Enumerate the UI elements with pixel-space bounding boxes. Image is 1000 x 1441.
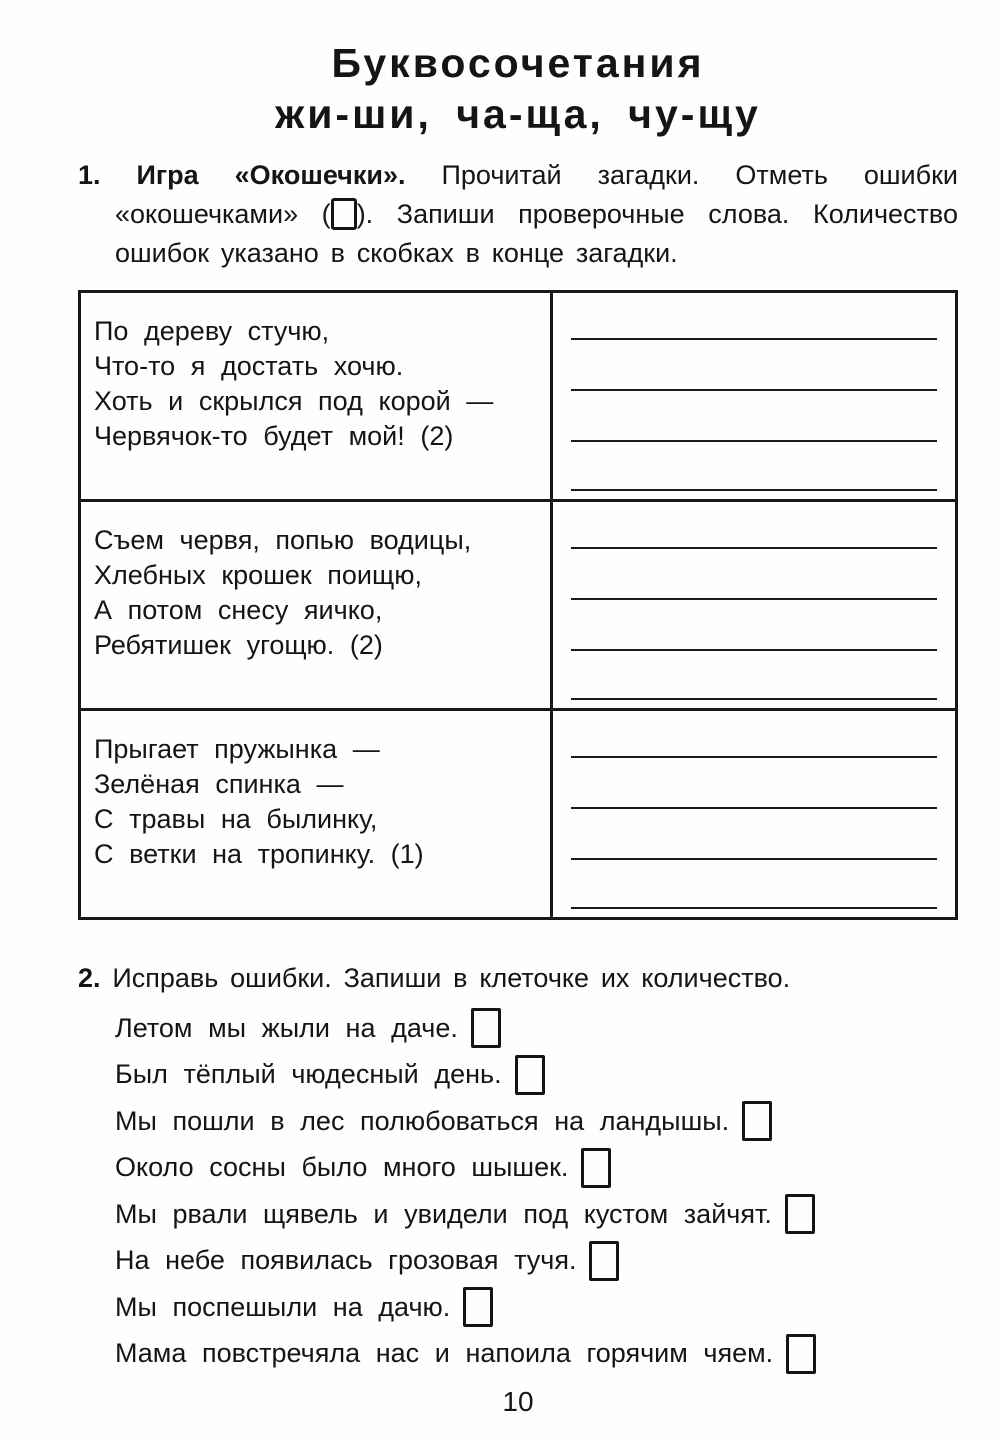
sentence-row bbox=[115, 1005, 958, 1052]
riddle-line: По дереву стучю, bbox=[94, 316, 330, 346]
sentence-list bbox=[78, 1005, 958, 1377]
answer-area-2 bbox=[552, 501, 957, 710]
table-row bbox=[80, 292, 957, 501]
answer-line[interactable] bbox=[571, 600, 937, 651]
riddle-line: Червячок-то будет мой! (2) bbox=[94, 421, 454, 451]
page-title-line1: Буквосочетания bbox=[331, 40, 705, 86]
error-count-box[interactable] bbox=[463, 1287, 493, 1327]
answer-line[interactable] bbox=[571, 391, 937, 442]
error-count-box[interactable] bbox=[786, 1334, 816, 1374]
riddles-table bbox=[78, 290, 958, 920]
sentence-text: Мы поспешыли на дачю. bbox=[115, 1291, 451, 1322]
riddle-line: Зелёная спинка — bbox=[94, 769, 344, 799]
answer-line[interactable] bbox=[571, 502, 937, 549]
riddle-line: Что-то я достать хочю. bbox=[94, 351, 404, 381]
task2-instruction-text: Исправь ошибки. Запиши в клеточке их количество. bbox=[112, 963, 791, 993]
answer-line[interactable] bbox=[571, 293, 937, 340]
task2-number: 2. bbox=[78, 963, 101, 993]
riddle-line: А потом снесу яичко, bbox=[94, 595, 383, 625]
sentence-row bbox=[115, 1145, 958, 1192]
sentence-text: Мы рвали щявель и увидели под кустом зайчят. bbox=[115, 1198, 772, 1229]
sentence-text: Мама повстречяла нас и напоила горячим чяем. bbox=[115, 1338, 774, 1369]
task1-instruction bbox=[78, 156, 958, 273]
page-title bbox=[78, 0, 958, 140]
riddle-text-2 bbox=[80, 501, 552, 710]
riddle-line: Прыгает пружынка — bbox=[94, 734, 380, 764]
answer-line[interactable] bbox=[571, 340, 937, 391]
sentence-text: На небе появилась грозовая тучя. bbox=[115, 1245, 577, 1276]
answer-line[interactable] bbox=[571, 651, 937, 700]
riddle-line: С травы на былинку, bbox=[94, 804, 378, 834]
table-row bbox=[80, 710, 957, 919]
sentence-row bbox=[115, 1191, 958, 1238]
window-box-icon bbox=[331, 198, 357, 230]
error-count-box[interactable] bbox=[589, 1241, 619, 1281]
task1-instruction-after-box: ). Запиши проверочные слова. Количество ошибок указано в скобках в конце загадки. bbox=[115, 199, 958, 268]
answer-line[interactable] bbox=[571, 442, 937, 491]
riddle-line: С ветки на тропинку. (1) bbox=[94, 839, 424, 869]
sentence-row bbox=[115, 1284, 958, 1331]
sentence-text: Около сосны было много шышек. bbox=[115, 1152, 569, 1183]
page-title-line2: жи-ши, ча-ща, чу-щу bbox=[275, 91, 761, 137]
riddle-line: Ребятишек угощю. (2) bbox=[94, 630, 383, 660]
error-count-box[interactable] bbox=[742, 1101, 772, 1141]
answer-line[interactable] bbox=[571, 809, 937, 860]
riddle-line: Хлебных крошек поищю, bbox=[94, 560, 422, 590]
riddle-text-1 bbox=[80, 292, 552, 501]
sentence-text: Мы пошли в лес полюбоваться на ландышы. bbox=[115, 1105, 730, 1136]
sentence-text: Был тёплый чюдесный день. bbox=[115, 1059, 502, 1090]
sentence-row bbox=[115, 1238, 958, 1285]
riddle-line: Хоть и скрылся под корой — bbox=[94, 386, 494, 416]
sentence-row bbox=[115, 1098, 958, 1145]
table-row bbox=[80, 501, 957, 710]
answer-area-3 bbox=[552, 710, 957, 919]
answer-area-1 bbox=[552, 292, 957, 501]
task1-title: Игра «Окошечки». bbox=[136, 160, 406, 190]
task1-number: 1. bbox=[78, 160, 101, 190]
task1-instruction-before-box: Прочитай загадки. Отметь ошибки «окошечками» ( bbox=[115, 160, 958, 229]
error-count-box[interactable] bbox=[581, 1148, 611, 1188]
error-count-box[interactable] bbox=[515, 1055, 545, 1095]
error-count-box[interactable] bbox=[785, 1194, 815, 1234]
answer-line[interactable] bbox=[571, 711, 937, 758]
answer-line[interactable] bbox=[571, 549, 937, 600]
task2-instruction bbox=[78, 958, 958, 998]
answer-line[interactable] bbox=[571, 758, 937, 809]
sentence-row bbox=[115, 1331, 958, 1378]
sentence-row bbox=[115, 1052, 958, 1099]
answer-line[interactable] bbox=[571, 860, 937, 909]
riddle-text-3 bbox=[80, 710, 552, 919]
sentence-text: Летом мы жыли на даче. bbox=[115, 1012, 458, 1043]
riddle-line: Съем червя, попью водицы, bbox=[94, 525, 472, 555]
page-number: 10 bbox=[502, 1386, 534, 1417]
error-count-box[interactable] bbox=[471, 1008, 501, 1048]
